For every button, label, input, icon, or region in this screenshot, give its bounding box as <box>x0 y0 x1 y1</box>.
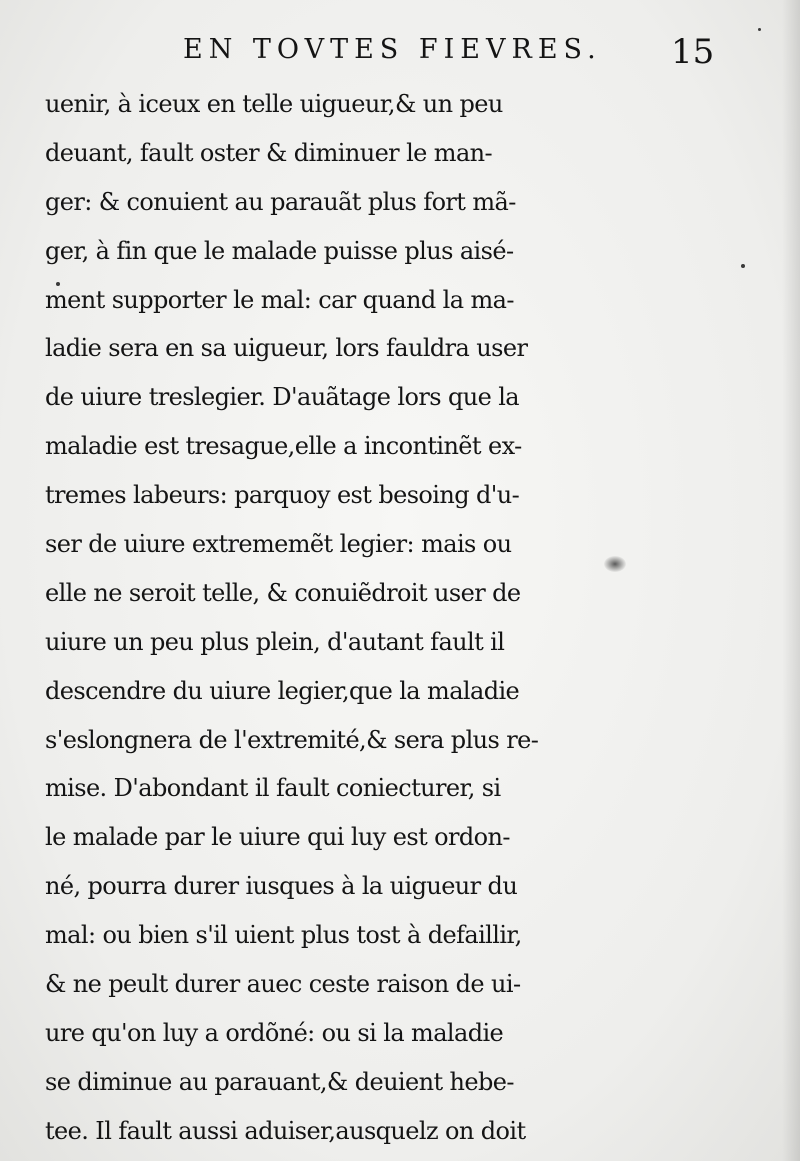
text-line: né, pourra durer iusques à la uigueur du <box>45 872 518 901</box>
text-line: ser de uiure extrememẽt legier: mais ou <box>45 530 512 559</box>
text-line: maladie est tresague,elle a incontinẽt ex- <box>45 432 522 461</box>
text-line: ladie sera en sa uigueur, lors fauldra user <box>45 334 528 363</box>
text-line: ure qu'on luy a ordõné: ou si la maladie <box>45 1018 504 1047</box>
text-line: descendre du uiure legier,que la maladie <box>45 676 520 705</box>
body-text <box>45 80 760 1156</box>
running-head: EN TOVTES FIEVRES. <box>183 34 602 65</box>
text-line: ger: & conuient au parauãt plus fort mã- <box>45 187 516 216</box>
ink-speck <box>741 264 745 268</box>
text-line: deuant, fault oster & diminuer le man- <box>45 138 493 167</box>
text-line: ger, à fin que le malade puisse plus aisé- <box>45 236 514 265</box>
page-number: 15 <box>671 32 715 72</box>
text-line: uenir, à iceux en telle uigueur,& un peu <box>45 90 503 118</box>
text-line: se diminue au parauant,& deuient hebe- <box>45 1067 514 1096</box>
ink-speck <box>758 28 761 31</box>
ink-blot <box>604 556 626 572</box>
text-line: mise. D'abondant il fault coniecturer, si <box>45 774 501 803</box>
text-line: uiure un peu plus plein, d'autant fault il <box>45 627 505 656</box>
ink-speck <box>56 282 60 286</box>
text-line: tremes labeurs: parquoy est besoing d'u- <box>45 481 520 510</box>
page-header <box>0 30 800 80</box>
text-line: tee. Il fault aussi aduiser,ausquelz on doit <box>45 1116 526 1145</box>
text-line: elle ne seroit telle, & conuiẽdroit user de <box>45 578 521 607</box>
text-line: & ne peult durer auec ceste raison de ui- <box>45 970 521 999</box>
text-line: le malade par le uiure qui luy est ordon- <box>45 823 510 852</box>
text-line: ment supporter le mal: car quand la ma- <box>45 285 514 314</box>
text-line: s'eslongnera de l'extremité,& sera plus re- <box>45 725 539 754</box>
page-edge-shadow <box>782 0 800 1161</box>
text-line: mal: ou bien s'il uient plus tost à defaillir, <box>45 921 522 950</box>
text-line: de uiure treslegier. D'auãtage lors que la <box>45 383 519 412</box>
